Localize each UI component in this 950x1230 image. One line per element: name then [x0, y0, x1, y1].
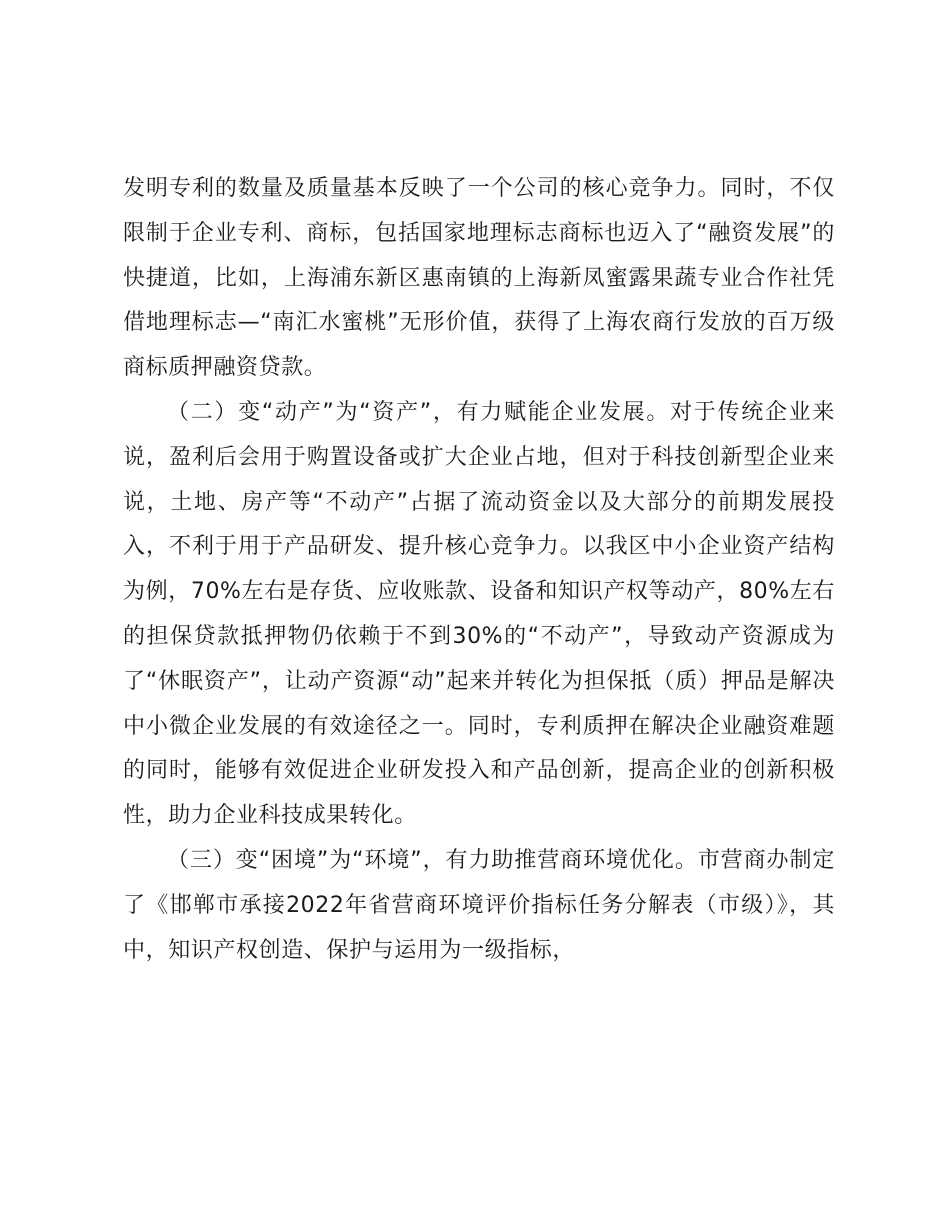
paragraph-continuation: 发明专利的数量及质量基本反映了一个公司的核心竞争力。同时，不仅限制于企业专利、商标，包括国家地理标志商标也迈入了“融资发展”的快捷道，比如，上海浦东新区惠南镇的上海新凤蜜露果蔬专业合作社凭借地理标志—“南汇水蜜桃”无形价值，获得了上海农商行发放的百万级商标质押融资贷款。 — [123, 176, 835, 381]
paragraph-section-three: （三）变“困境”为“环境”，有力助推营商环境优化。市营商办制定了《邯郸市承接2022年省营商环境评价指标任务分解表（市级）》，其中，知识产权创造、保护与运用为一级指标， — [123, 847, 835, 963]
paragraph-section-two: （二）变“动产”为“资产”，有力赋能企业发展。对于传统企业来说，盈利后会用于购置设备或扩大企业占地，但对于科技创新型企业来说，土地、房产等“不动产”占据了流动资金以及大部分的前期发展投入，不利于用于产品研发、提升核心竞争力。以我区中小企业资产结构为例，70%左右是存货、应收账款、设备和知识产权等动产，80%左右的担保贷款抵押物仍依赖于不到30%的“不动产”，导致动产资源成为了“休眠资产”，让动产资源“动”起来并转化为担保抵（质）押品是解决中小微企业发展的有效途径之一。同时，专利质押在解决企业融资难题的同时，能够有效促进企业研发投入和产品创新，提高企业的创新积极性，助力企业科技成果转化。 — [123, 399, 835, 829]
document-body — [123, 167, 835, 973]
